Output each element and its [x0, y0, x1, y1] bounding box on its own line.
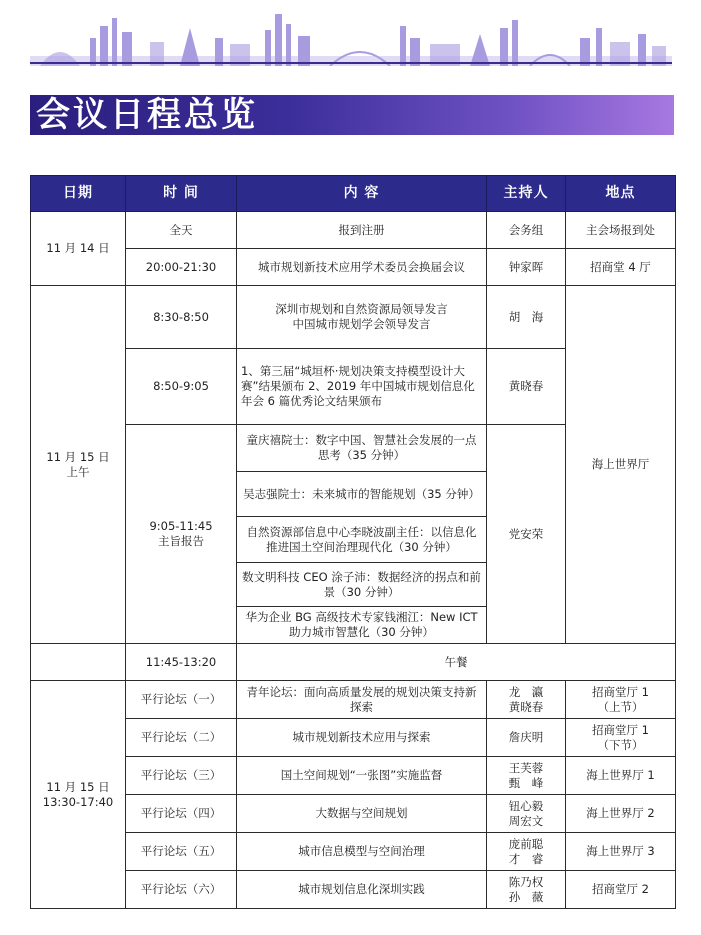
date-cell-empty	[31, 644, 126, 681]
host-cell: 詹庆明	[487, 719, 566, 757]
host-cell: 胡 海	[487, 286, 566, 349]
table-row	[31, 286, 676, 349]
venue-name: 招商堂厅 1	[592, 684, 649, 699]
host-cell: 党安荣	[487, 425, 566, 644]
venue-session: （下节）	[597, 737, 644, 752]
title-banner	[30, 95, 674, 135]
date-cell	[31, 681, 126, 909]
talk-cell: 数文明科技 CEO 涂子沛：数据经济的拐点和前景（30 分钟）	[237, 563, 487, 607]
host-cell: 会务组	[487, 212, 566, 249]
host-cell: 钟家晖	[487, 249, 566, 286]
venue-cell: 主会场报到处	[566, 212, 676, 249]
host-name: 钮心毅	[508, 798, 544, 813]
host-cell: 黄晓春	[487, 349, 566, 425]
time-cell: 全天	[126, 212, 237, 249]
talk-cell: 吴志强院士：未来城市的智能规划（35 分钟）	[237, 472, 487, 517]
venue-cell: 海上世界厅 3	[566, 833, 676, 871]
table-row	[31, 644, 676, 681]
column-header-date: 日期	[31, 176, 126, 212]
header-divider	[30, 62, 672, 64]
forum-name-cell: 平行论坛（六）	[126, 871, 237, 909]
content-cell: 大数据与空间规划	[237, 795, 487, 833]
host-cell	[487, 833, 566, 871]
host-name: 才 睿	[508, 851, 544, 866]
time-cell: 11:45-13:20	[126, 644, 237, 681]
time-cell: 8:30-8:50	[126, 286, 237, 349]
city-skyline-illustration	[30, 8, 672, 66]
date-label: 11 月 15 日	[46, 449, 110, 464]
host-name: 甄 峰	[508, 775, 544, 790]
venue-cell: 海上世界厅	[566, 286, 676, 644]
content-cell: 城市规划新技术应用与探索	[237, 719, 487, 757]
forum-name-cell: 平行论坛（一）	[126, 681, 237, 719]
content-cell: 城市信息模型与空间治理	[237, 833, 487, 871]
host-name: 黄晓春	[508, 699, 544, 714]
time-cell: 20:00-21:30	[126, 249, 237, 286]
lunch-cell: 午餐	[237, 644, 676, 681]
schedule-table	[30, 175, 676, 909]
table-row	[31, 249, 676, 286]
host-cell	[487, 871, 566, 909]
date-cell: 11 月 14 日	[31, 212, 126, 286]
date-cell	[31, 286, 126, 644]
column-header-time: 时 间	[126, 176, 237, 212]
content-cell: 城市规划信息化深圳实践	[237, 871, 487, 909]
venue-cell: 招商堂厅 2	[566, 871, 676, 909]
host-cell	[487, 795, 566, 833]
forum-name-cell: 平行论坛（五）	[126, 833, 237, 871]
table-row	[31, 681, 676, 719]
host-name: 庞前聪	[508, 836, 544, 851]
time-label: 13:30-17:40	[42, 794, 114, 809]
talk-cell: 童庆禧院士：数字中国、智慧社会发展的一点思考（35 分钟）	[237, 425, 487, 472]
venue-name: 招商堂厅 1	[592, 722, 649, 737]
table-row	[31, 212, 676, 249]
session-label: 主旨报告	[158, 534, 204, 548]
content-cell: 1、第三届“城垣杯·规划决策支持模型设计大赛”结果颁布 2、2019 年中国城市规划信息化年会 6 篇优秀论文结果颁布	[237, 349, 487, 425]
host-cell	[487, 757, 566, 795]
time-cell: 8:50-9:05	[126, 349, 237, 425]
venue-cell	[566, 681, 676, 719]
talk-cell: 华为企业 BG 高级技术专家钱湘江：New ICT 助力城市智慧化（30 分钟）	[237, 607, 487, 644]
table-row	[31, 833, 676, 871]
table-header-row	[31, 176, 676, 212]
content-cell: 报到注册	[237, 212, 487, 249]
venue-cell: 海上世界厅 2	[566, 795, 676, 833]
host-name: 周宏文	[508, 813, 544, 828]
table-row	[31, 795, 676, 833]
content-line: 深圳市规划和自然资源局领导发言	[275, 302, 448, 316]
content-cell: 国土空间规划“一张图”实施监督	[237, 757, 487, 795]
page-title: 会议日程总览	[36, 95, 258, 135]
content-cell: 城市规划新技术应用学术委员会换届会议	[237, 249, 487, 286]
table-row	[31, 757, 676, 795]
content-cell: 青年论坛：面向高质量发展的规划决策支持新探索	[237, 681, 487, 719]
column-header-venue: 地点	[566, 176, 676, 212]
forum-name-cell: 平行论坛（四）	[126, 795, 237, 833]
date-label: 11 月 15 日	[46, 779, 110, 794]
host-cell	[487, 681, 566, 719]
host-name: 孙 薇	[508, 889, 544, 904]
venue-cell	[566, 719, 676, 757]
period-label: 上午	[66, 464, 90, 479]
time-cell	[126, 425, 237, 644]
forum-name-cell: 平行论坛（二）	[126, 719, 237, 757]
host-name: 龙 瀛	[508, 684, 544, 699]
column-header-content: 内 容	[237, 176, 487, 212]
venue-session: （上节）	[597, 699, 644, 714]
table-row	[31, 871, 676, 909]
column-header-host: 主持人	[487, 176, 566, 212]
venue-cell: 海上世界厅 1	[566, 757, 676, 795]
forum-name-cell: 平行论坛（三）	[126, 757, 237, 795]
host-name: 王芙蓉	[508, 760, 544, 775]
talk-cell: 自然资源部信息中心李晓波副主任：以信息化推进国土空间治理现代化（30 分钟）	[237, 517, 487, 563]
content-cell	[237, 286, 487, 349]
content-line: 中国城市规划学会领导发言	[292, 317, 431, 331]
venue-cell: 招商堂 4 厅	[566, 249, 676, 286]
host-name: 陈乃权	[508, 874, 544, 889]
table-row	[31, 719, 676, 757]
time-label: 9:05-11:45	[149, 519, 213, 533]
